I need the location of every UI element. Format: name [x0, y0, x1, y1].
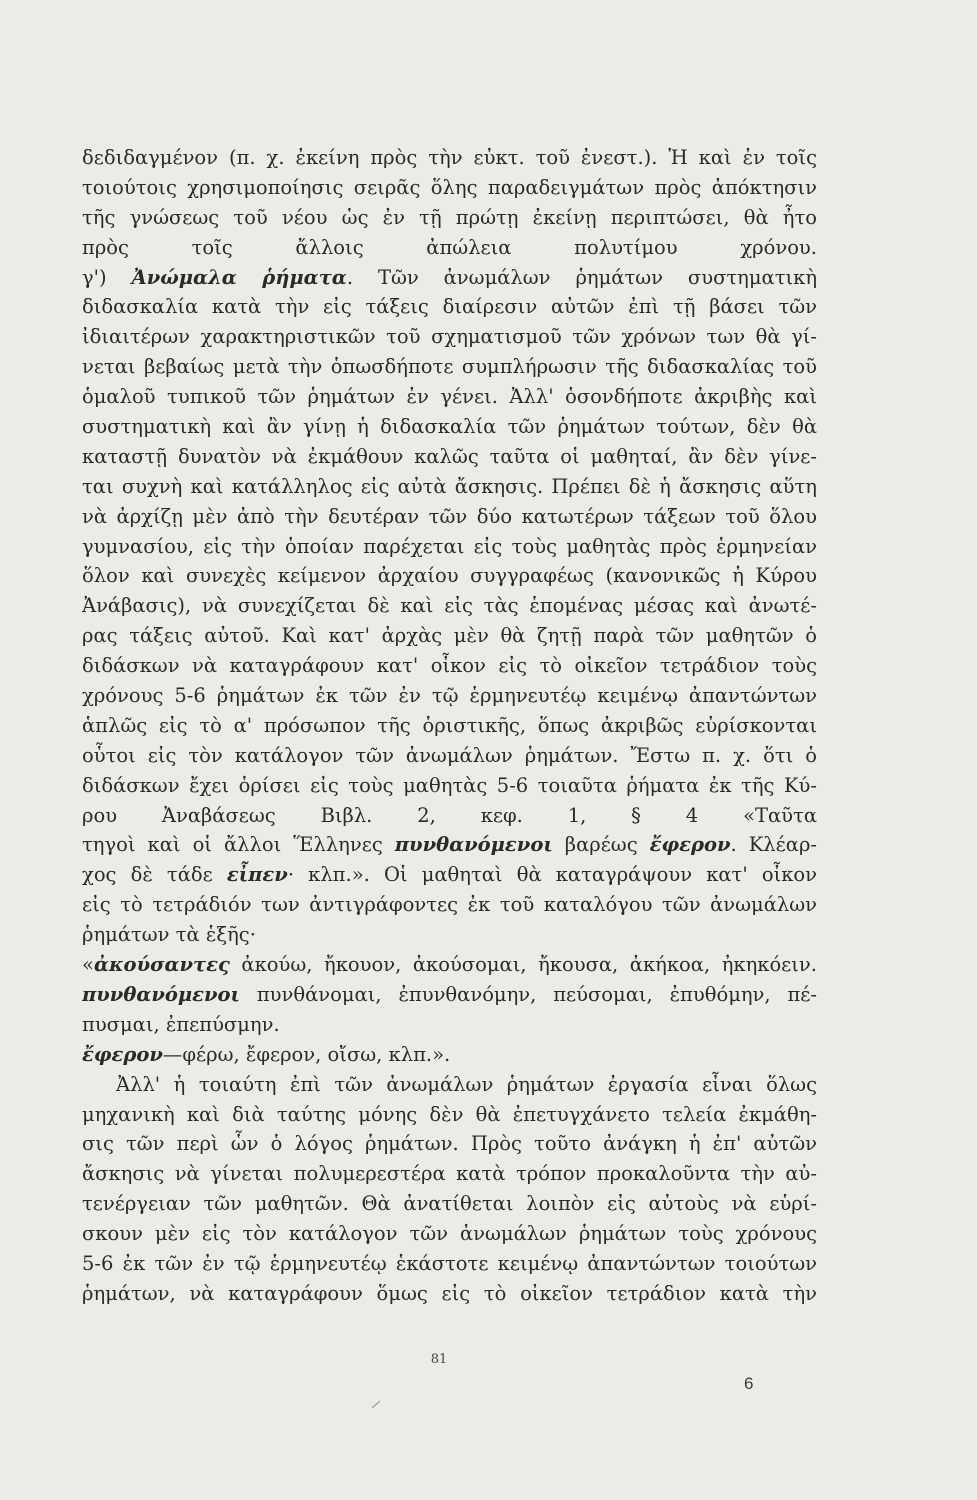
text-line: τενέργειαν τῶν μαθητῶν. Θὰ ἀνατίθεται λοιπὸν εἰς αὐτοὺς νὰ εὑρί-	[82, 1192, 817, 1216]
emphasized-word: ἀκούσαντες	[93, 953, 230, 977]
emphasized-word: πυνθανόμενοι	[82, 982, 240, 1006]
text-span: ἀκούω, ἤκουον, ἀκούσομαι, ἤκουσα, ἀκήκοα, ἠκηκόειν.	[229, 953, 817, 977]
text-span: «	[82, 953, 94, 977]
text-line: τοιούτοις χρησιμοποίησις σειρᾶς ὅλης παραδειγμάτων πρὸς ἀπόκτησιν	[82, 175, 817, 199]
text-line: νεται βεβαίως μετὰ τὴν ὁπωσδήποτε συμπλήρωσιν τῆς διδασκαλίας τοῦ	[82, 355, 817, 379]
emphasized-word: ἔφερον	[82, 1042, 163, 1066]
text-line: οὗτοι εἰς τὸν κατάλογον τῶν ἀνωμάλων ῥημάτων. Ἔστω π. χ. ὅτι ὁ	[82, 743, 817, 767]
text-line: χρόνους 5-6 ῥημάτων ἐκ τῶν ἐν τῷ ἑρμηνευτέῳ κειμένῳ ἀπαντώντων	[82, 684, 817, 708]
text-line: διδάσκων ἔχει ὁρίσει εἰς τοὺς μαθητὰς 5-6 τοιαῦτα ῥήματα ἐκ τῆς Κύ-	[82, 773, 817, 797]
text-line: πυσμαι, ἐπεπύσμην.	[82, 1012, 280, 1036]
text-span: βαρέως	[552, 833, 650, 857]
body-text	[82, 143, 817, 1309]
text-span: . Τῶν ἀνωμάλων ῥημάτων συστηματικὴ	[346, 265, 817, 289]
text-line	[82, 980, 817, 1010]
text-line	[82, 263, 817, 293]
text-line: τῆς γνώσεως τοῦ νέου ὡς ἐν τῇ πρώτῃ ἐκείνῃ περιπτώσει, θὰ ἦτο	[82, 205, 817, 229]
text-line: 5-6 ἐκ τῶν ἐν τῷ ἑρμηνευτέῳ ἑκάστοτε κειμένῳ ἀπαντώντων τοιούτων	[82, 1251, 817, 1275]
text-line: ὅλον καὶ συνεχὲς κείμενον ἀρχαίου συγγραφέως (κανονικῶς ἡ Κύρου	[82, 564, 817, 588]
text-span: · κλπ.». Οἱ μαθηταὶ θὰ καταγράψουν κατ' οἶκον	[287, 863, 817, 887]
text-line: δεδιδαγμένον (π. χ. ἐκείνη πρὸς τὴν εὐκτ. τοῦ ἐνεστ.). Ἡ καὶ ἐν τοῖς	[82, 146, 817, 169]
text-line: σις τῶν περὶ ὧν ὁ λόγος ῥημάτων. Πρὸς τοῦτο ἀνάγκη ἡ ἐπ' αὐτῶν	[82, 1132, 817, 1156]
text-span: πυνθάνομαι, ἐπυνθανόμην, πεύσομαι, ἐπυθόμην, πέ-	[239, 982, 817, 1006]
text-line	[82, 830, 817, 860]
text-line: ὁμαλοῦ τυπικοῦ τῶν ῥημάτων ἐν γένει. Ἀλλ' ὁσονδήποτε ἀκριβὴς καὶ	[82, 385, 817, 409]
text-line: ρας τάξεις αὐτοῦ. Καὶ κατ' ἀρχὰς μὲν θὰ ζητῇ παρὰ τῶν μαθητῶν ὁ	[82, 624, 817, 648]
text-span: τηγοὶ καὶ οἱ ἄλλοι Ἕλληνες	[82, 833, 395, 857]
text-line: μηχανικὴ καὶ διὰ ταύτης μόνης δὲν θὰ ἐπετυγχάνετο τελεία ἐκμάθη-	[82, 1102, 817, 1126]
emphasized-word: ἔφερον	[649, 833, 731, 857]
text-line: διδάσκων νὰ καταγράφουν κατ' οἶκον εἰς τὸ οἰκεῖον τετράδιον τοὺς	[82, 654, 817, 678]
pencil-mark	[372, 1401, 380, 1408]
text-span: —φέρω, ἔφερον, οἴσω, κλπ.».	[162, 1042, 451, 1066]
emphasized-word: πυνθανόμενοι	[394, 833, 553, 857]
text-line: ῥημάτων τὰ ἑξῆς·	[82, 923, 256, 947]
text-line	[82, 860, 817, 890]
signature-mark: 6	[744, 1374, 754, 1393]
text-span: . Κλέαρ-	[730, 833, 817, 857]
text-line	[82, 950, 817, 980]
text-line: διδασκαλία κατὰ τὴν εἰς τάξεις διαίρεσιν αὐτῶν ἐπὶ τῇ βάσει τῶν	[82, 295, 817, 319]
page-number: 81	[430, 1352, 448, 1367]
text-line: καταστῇ δυνατὸν νὰ ἐκμάθουν καλῶς ταῦτα οἱ μαθηταί, ἂν δὲν γίνε-	[82, 444, 817, 468]
text-line: σκουν μὲν εἰς τὸν κατάλογον τῶν ἀνωμάλων ῥημάτων τοὺς χρόνους	[82, 1222, 817, 1246]
text-line: Ἀλλ' ἡ τοιαύτη ἐπὶ τῶν ἀνωμάλων ῥημάτων ἐργασία εἶναι ὅλως	[116, 1072, 817, 1096]
text-line: ἄσκησις νὰ γίνεται πολυμερεστέρα κατὰ τρόπον προκαλοῦντα τὴν αὐ-	[82, 1162, 817, 1186]
text-line: ῥημάτων, νὰ καταγράφουν ὅμως εἰς τὸ οἰκεῖον τετράδιον κατὰ τὴν	[82, 1281, 817, 1305]
text-line: εἰς τὸ τετράδιόν των ἀντιγράφοντες ἐκ τοῦ καταλόγου τῶν ἀνωμάλων	[82, 893, 817, 917]
text-span: γ')	[82, 265, 132, 289]
text-line: ρου Ἀναβάσεως Βιβλ. 2, κεφ. 1, § 4 «Ταῦτα	[82, 803, 817, 827]
text-line: Ἀνάβασις), νὰ συνεχίζεται δὲ καὶ εἰς τὰς ἑπομένας μέσας καὶ ἀνωτέ-	[82, 594, 817, 618]
emphasized-word: εἶπεν	[226, 863, 288, 887]
text-line: νὰ ἀρχίζῃ μὲν ἀπὸ τὴν δευτέραν τῶν δύο κατωτέρων τάξεων τοῦ ὅλου	[82, 504, 817, 528]
text-line: ἁπλῶς εἰς τὸ α' πρόσωπον τῆς ὁριστικῆς, ὅπως ἀκριβῶς εὑρίσκονται	[82, 713, 817, 737]
text-line: συστηματικὴ καὶ ἂν γίνῃ ἡ διδασκαλία τῶν ῥημάτων τούτων, δὲν θὰ	[82, 415, 817, 439]
text-line: ἰδιαιτέρων χαρακτηριστικῶν τοῦ σχηματισμοῦ τῶν χρόνων των θὰ γί-	[82, 325, 817, 349]
text-line	[82, 1040, 817, 1070]
text-span: χος δὲ τάδε	[82, 863, 227, 887]
emphasized-word: Ἀνώμαλα ῥήματα	[131, 265, 347, 289]
text-line: πρὸς τοῖς ἄλλοις ἀπώλεια πολυτίμου χρόνου.	[82, 235, 817, 259]
text-line: ται συχνὴ καὶ κατάλληλος εἰς αὐτὰ ἄσκησις. Πρέπει δὲ ἡ ἄσκησις αὕτη	[82, 474, 817, 498]
text-line: γυμνασίου, εἰς τὴν ὁποίαν παρέχεται εἰς τοὺς μαθητὰς πρὸς ἑρμηνείαν	[82, 534, 817, 558]
